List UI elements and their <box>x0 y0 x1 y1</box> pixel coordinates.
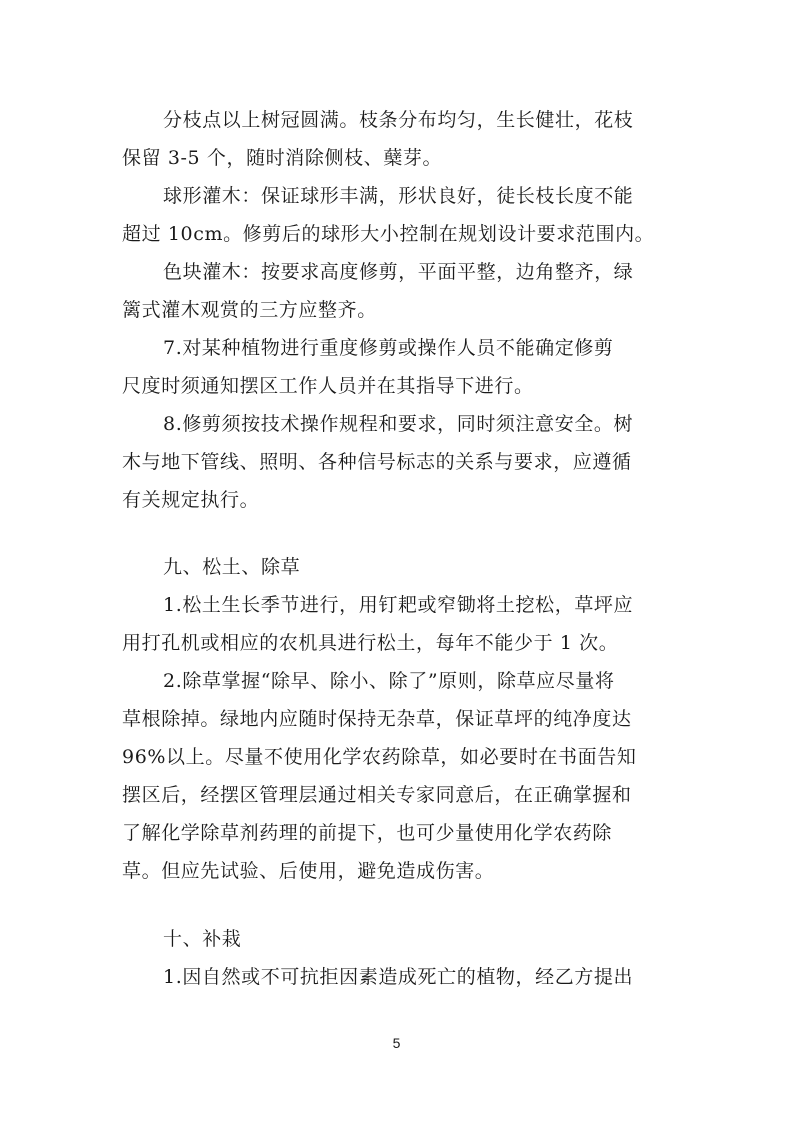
text-line: 96%以上。尽量不使用化学农药除草，如必要时在书面告知 <box>122 746 637 768</box>
text-line: 尺度时须通知摆区工作人员并在其指导下进行。 <box>122 375 534 397</box>
text-line: 色块灌木：按要求高度修剪，平面平整，边角整齐，绿 <box>163 261 634 283</box>
text-line: 1.因自然或不可抗拒因素造成死亡的植物，经乙方提出 <box>163 966 634 988</box>
text-line: 草。但应先试验、后使用，避免造成伤害。 <box>122 860 495 882</box>
text-line: 摆区后，经摆区管理层通过相关专家同意后，在正确掌握和 <box>122 784 632 806</box>
text-line: 1.松土生长季节进行，用钉耙或窄锄将土挖松，草坪应 <box>163 594 634 616</box>
text-line: 用打孔机或相应的农机具进行松土，每年不能少于 1 次。 <box>122 632 619 654</box>
text-line: 2.除草掌握“除早、除小、除了”原则，除草应尽量将 <box>163 670 615 692</box>
text-line: 了解化学除草剂药理的前提下，也可少量使用化学农药除 <box>122 822 613 844</box>
section-heading: 九、松土、除草 <box>163 556 301 578</box>
text-line: 篱式灌木观赏的三方应整齐。 <box>122 299 377 321</box>
section-heading: 十、补栽 <box>163 928 242 950</box>
text-line: 8.修剪须按技术操作规程和要求，同时须注意安全。树 <box>163 413 634 435</box>
text-line: 超过 10cm。修剪后的球形大小控制在规划设计要求范围内。 <box>122 223 655 245</box>
text-line: 有关规定执行。 <box>122 489 260 511</box>
text-line: 分枝点以上树冠圆满。枝条分布均匀，生长健壮，花枝 <box>163 109 634 131</box>
text-line: 木与地下管线、照明、各种信号标志的关系与要求，应遵循 <box>122 451 632 473</box>
text-line: 7.对某种植物进行重度修剪或操作人员不能确定修剪 <box>163 337 614 359</box>
page-number: 5 <box>392 1035 401 1051</box>
text-line: 草根除掉。绿地内应随时保持无杂草，保证草坪的纯净度达 <box>122 708 632 730</box>
text-line: 保留 3-5 个，随时消除侧枝、蘖芽。 <box>122 147 443 169</box>
text-line: 球形灌木：保证球形丰满，形状良好，徒长枝长度不能 <box>163 185 634 207</box>
